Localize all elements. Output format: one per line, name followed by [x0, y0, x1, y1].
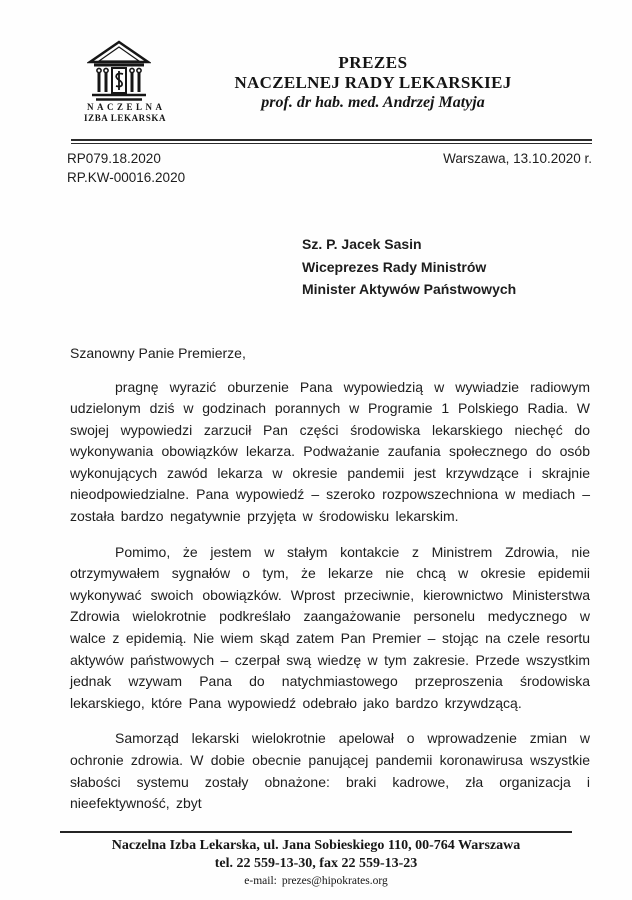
letter-body [70, 343, 590, 815]
sender-title: PREZES [338, 53, 408, 72]
sender-organization: NACZELNEJ RADY LEKARSKIEJ [234, 73, 512, 92]
reference-number-2: RP.KW-00016.2020 [67, 170, 186, 185]
reference-numbers [67, 149, 185, 187]
medical-chamber-temple-icon [84, 40, 154, 102]
letter-footer [0, 837, 632, 889]
letterhead [0, 0, 632, 124]
logo-caption-line2: IZBA LEKARSKA [84, 113, 167, 123]
email-label: e-mail: [244, 874, 277, 887]
header-divider [71, 139, 592, 144]
letter-paragraph: Pomimo, że jestem w stałym kontakcie z Ministrem Zdrowia, nie otrzymywałem sygnałów o tym, że lekarze nie chcą w okresie epidemii wykonywać swoich obowiązków. Wprost przeciwnie, kierownictwo Ministerstwa Zdrowia wielokrotnie podkreślało zaangażowanie personelu medycznego w walce z epidemią. Nie wiem skąd zatem Pan Premier – stojąc na czele resortu aktywów państwowych – czerpał swą wiedzę w tym zakresie. Przede wszystkim jednak wzywam Pana do natychmiastowego przeproszenia środowiska lekarskiego, które Pana wypowiedź odebrało jako bardzo krzywdzącą. [70, 543, 590, 711]
place-and-date: Warszawa, 13.10.2020 r. [443, 151, 592, 166]
footer-phone-fax: tel. 22 559-13-30, fax 22 559-13-23 [214, 855, 418, 871]
letter-paragraph: Samorząd lekarski wielokrotnie apelował o wprowadzenie zmian w ochronie zdrowia. W dobie obecnie panującej pandemii koronawirusa wszystkie słabości systemu zostały obnażone: braki kadrowe, zła organizacja i nieefektywność, zbyt [70, 730, 590, 812]
letterhead-titles [154, 40, 592, 113]
recipient-block [302, 233, 632, 301]
footer-address: Naczelna Izba Lekarska, ul. Jana Sobieskiego 110, 00-764 Warszawa [111, 837, 521, 853]
salutation: Szanowny Panie Premierze, [70, 344, 246, 361]
recipient-name: Sz. P. Jacek Sasin [302, 236, 422, 252]
recipient-role-2: Minister Aktywów Państwowych [302, 281, 517, 297]
letter-paragraph: pragnę wyrazić oburzenie Pana wypowiedzią w wywiadzie radiowym udzielonym dziś w godzinach porannych w Programie 1 Polskiego Radia. W swojej wypowiedzi zarzucił Pan części środowiska lekarskiego niechęć do wykonywania obowiązków lekarza. Podważanie zaufania społecznego do osób wykonujących zawód lekarza w okresie pandemii jest krzywdzące i skrajnie nieodpowiedzialne. Pana wypowiedź – szeroko rozpowszechniona w mediach – została bardzo negatywnie przyjęta w środowisku lekarskim. [70, 378, 590, 525]
recipient-role-1: Wiceprezes Rady Ministrów [302, 258, 487, 275]
sender-name: prof. dr hab. med. Andrzej Matyja [261, 94, 485, 111]
organization-logo [84, 40, 167, 124]
logo-caption-line1: NACZELNA [87, 102, 166, 112]
reference-row [67, 149, 592, 187]
footer-email-line [0, 874, 632, 889]
email-address: prezes@hipokrates.org [281, 874, 388, 887]
reference-number-1: RP079.18.2020 [67, 151, 161, 166]
footer-divider [60, 831, 572, 833]
